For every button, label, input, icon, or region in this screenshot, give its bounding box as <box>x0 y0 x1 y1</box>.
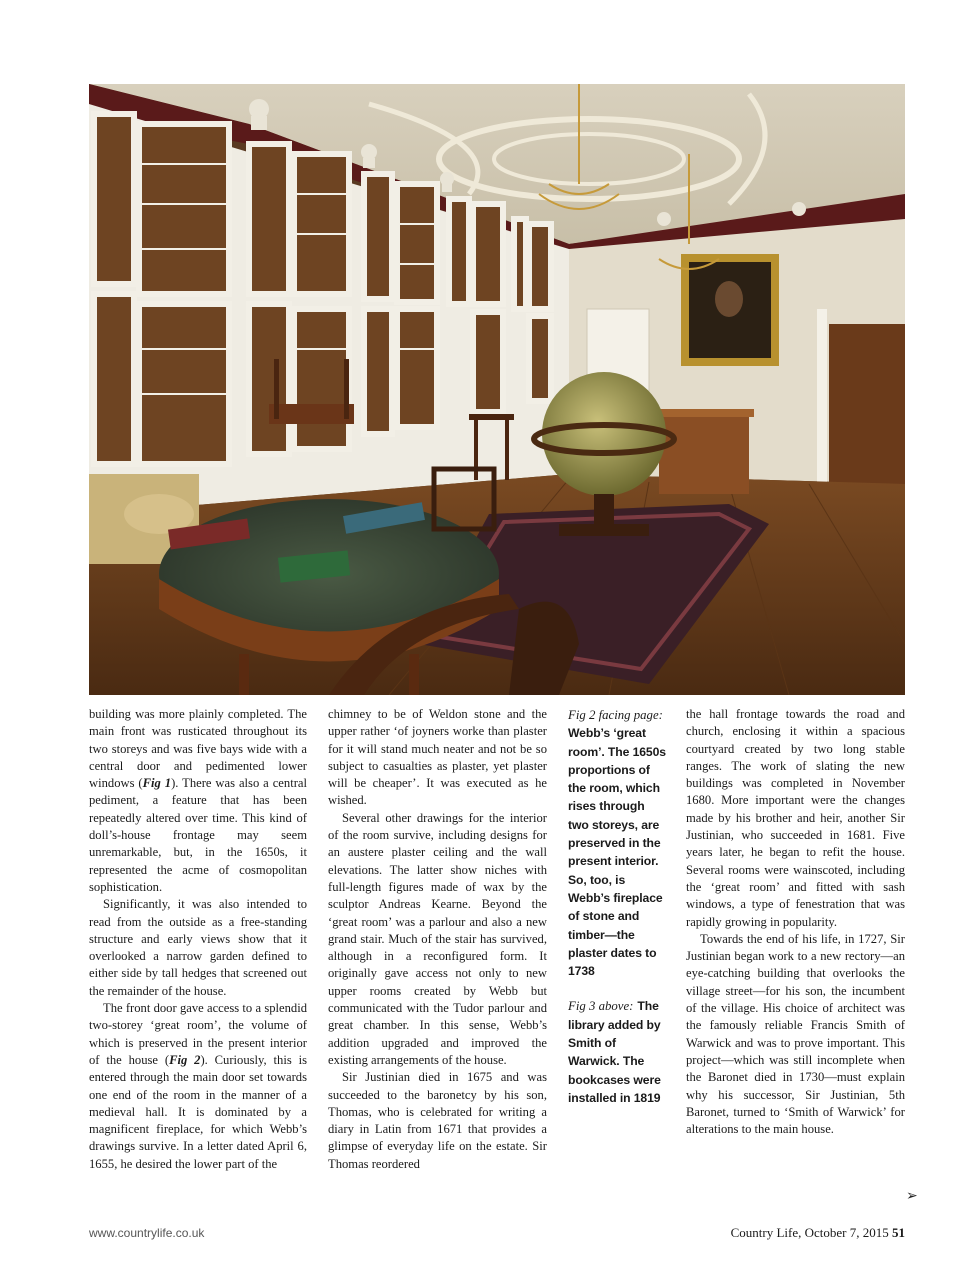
caption-text: The library added by Smith of Warwick. The bookcases were installed in 1819 <box>568 999 661 1105</box>
paragraph: Towards the end of his life, in 1727, Sir Justinian began work to a new rectory—an eye-catching building that overlooks the village street—for his son, the incumbent of the village. His choice of architect was the famously reliable Francis Smith of Warwick and was to prove important. This project—which was still incomplete when the Baronet died in 1730—must explain why his successor, Sir Justinian, 5th Baronet, turned to ‘Smith of Warwick’ for alterations to the main house. <box>686 931 905 1137</box>
caption-text: Webb’s ‘great room’. The 1650s proportions of the room, which rises through two storeys, are preserved in the present interior. So, too, is Webb’s fireplace of stone and timber—the plaster dates to 1738 <box>568 726 666 979</box>
paragraph: Sir Justinian died in 1675 and was succeeded to the baronetcy by his son, Thomas, who is celebrated for writing a diary in Latin from 1671 that provides a glimpse of everyday life on the estate. Sir Thomas reordered <box>328 1070 547 1171</box>
page-number: 51 <box>892 1225 905 1240</box>
caption-label: Fig 2 facing page: <box>568 708 663 722</box>
text-column-2 <box>328 706 547 1173</box>
paragraph: Significantly, it was also intended to read from the outside as a free-standing structure and early views show that it overlooked a narrow garden defined to either side by tall hedges that screened out the remainder of the house. <box>89 897 307 998</box>
library-photo <box>89 84 905 695</box>
library-room-photo <box>89 84 905 695</box>
text-column-1 <box>89 706 307 1173</box>
paragraph: chimney to be of Weldon stone and the upper rather ‘of joyners worke than plaster for it will stand much neater and not be so subject to casualties as plaster, yet plaster will be cheaper’. It was executed as he wished. <box>328 707 547 808</box>
paragraph: the hall frontage towards the road and church, enclosing it within a spacious courtyard created by two long stable ranges. The work of slating the new buildings was completed in November 1680. More important were the changes made by his brother and heir, another Sir Justinian, who succeeded in 1681. Five years later, he began to refit the house. Several rooms were wainscoted, including the ‘great room’ and fitted with sash windows, a type of fenestration that was rapidly growing in popularity. <box>686 707 905 929</box>
continue-arrow-icon: ➢ <box>906 1188 918 1204</box>
fig-reference: Fig 2 <box>169 1052 201 1067</box>
caption-fig2 <box>568 706 668 980</box>
footer-issue-text: Country Life, October 7, 2015 <box>730 1225 889 1240</box>
paragraph: building was more plainly completed. The main front was rusticated throughout its two storeys and was five bays wide with a central door and pedimented lower windows (Fig 1). There was also a central pediment, a feature that has been repeatedly altered over time. This kind of doll’s-house frontage may seem unremarkable, but, in the 1650s, it represented the acme of cosmopolitan sophistication. <box>89 707 307 894</box>
text-column-4 <box>686 706 905 1138</box>
footer-issue <box>731 1225 905 1241</box>
caption-column <box>568 706 668 1124</box>
paragraph: Several other drawings for the interior of the room survive, including designs for an austere plaster ceiling and the wall elevations. The latter show niches with full-length figures made of wax by the sculptor Andreas Kearne. Beyond the ‘great room’ was a parlour and also a new grand stair. Much of the stair has survived, although in a reconfigured form. It originally gave access not only to new upper rooms created by Webb but communicated with the Tudor parlour and great chamber. In this sense, Webb’s addition upgraded and improved the existing arrangements of the house. <box>328 810 547 1067</box>
caption-label: Fig 3 above: <box>568 999 634 1014</box>
paragraph: The front door gave access to a splendid two-storey ‘great room’, the volume of which is preserved in the present interior of the house (Fig 2). Curiously, this is entered through the main door set towards one end of the room in the manner of a medieval hall. It is dominated by a magnificent fireplace, for which Webb’s drawings survive. In a letter dated April 6, 1655, he desired the lower part of the <box>89 1001 307 1171</box>
caption-fig3 <box>568 997 668 1107</box>
fig-reference: Fig 1 <box>142 776 172 791</box>
footer-website: www.countrylife.co.uk <box>89 1226 205 1240</box>
